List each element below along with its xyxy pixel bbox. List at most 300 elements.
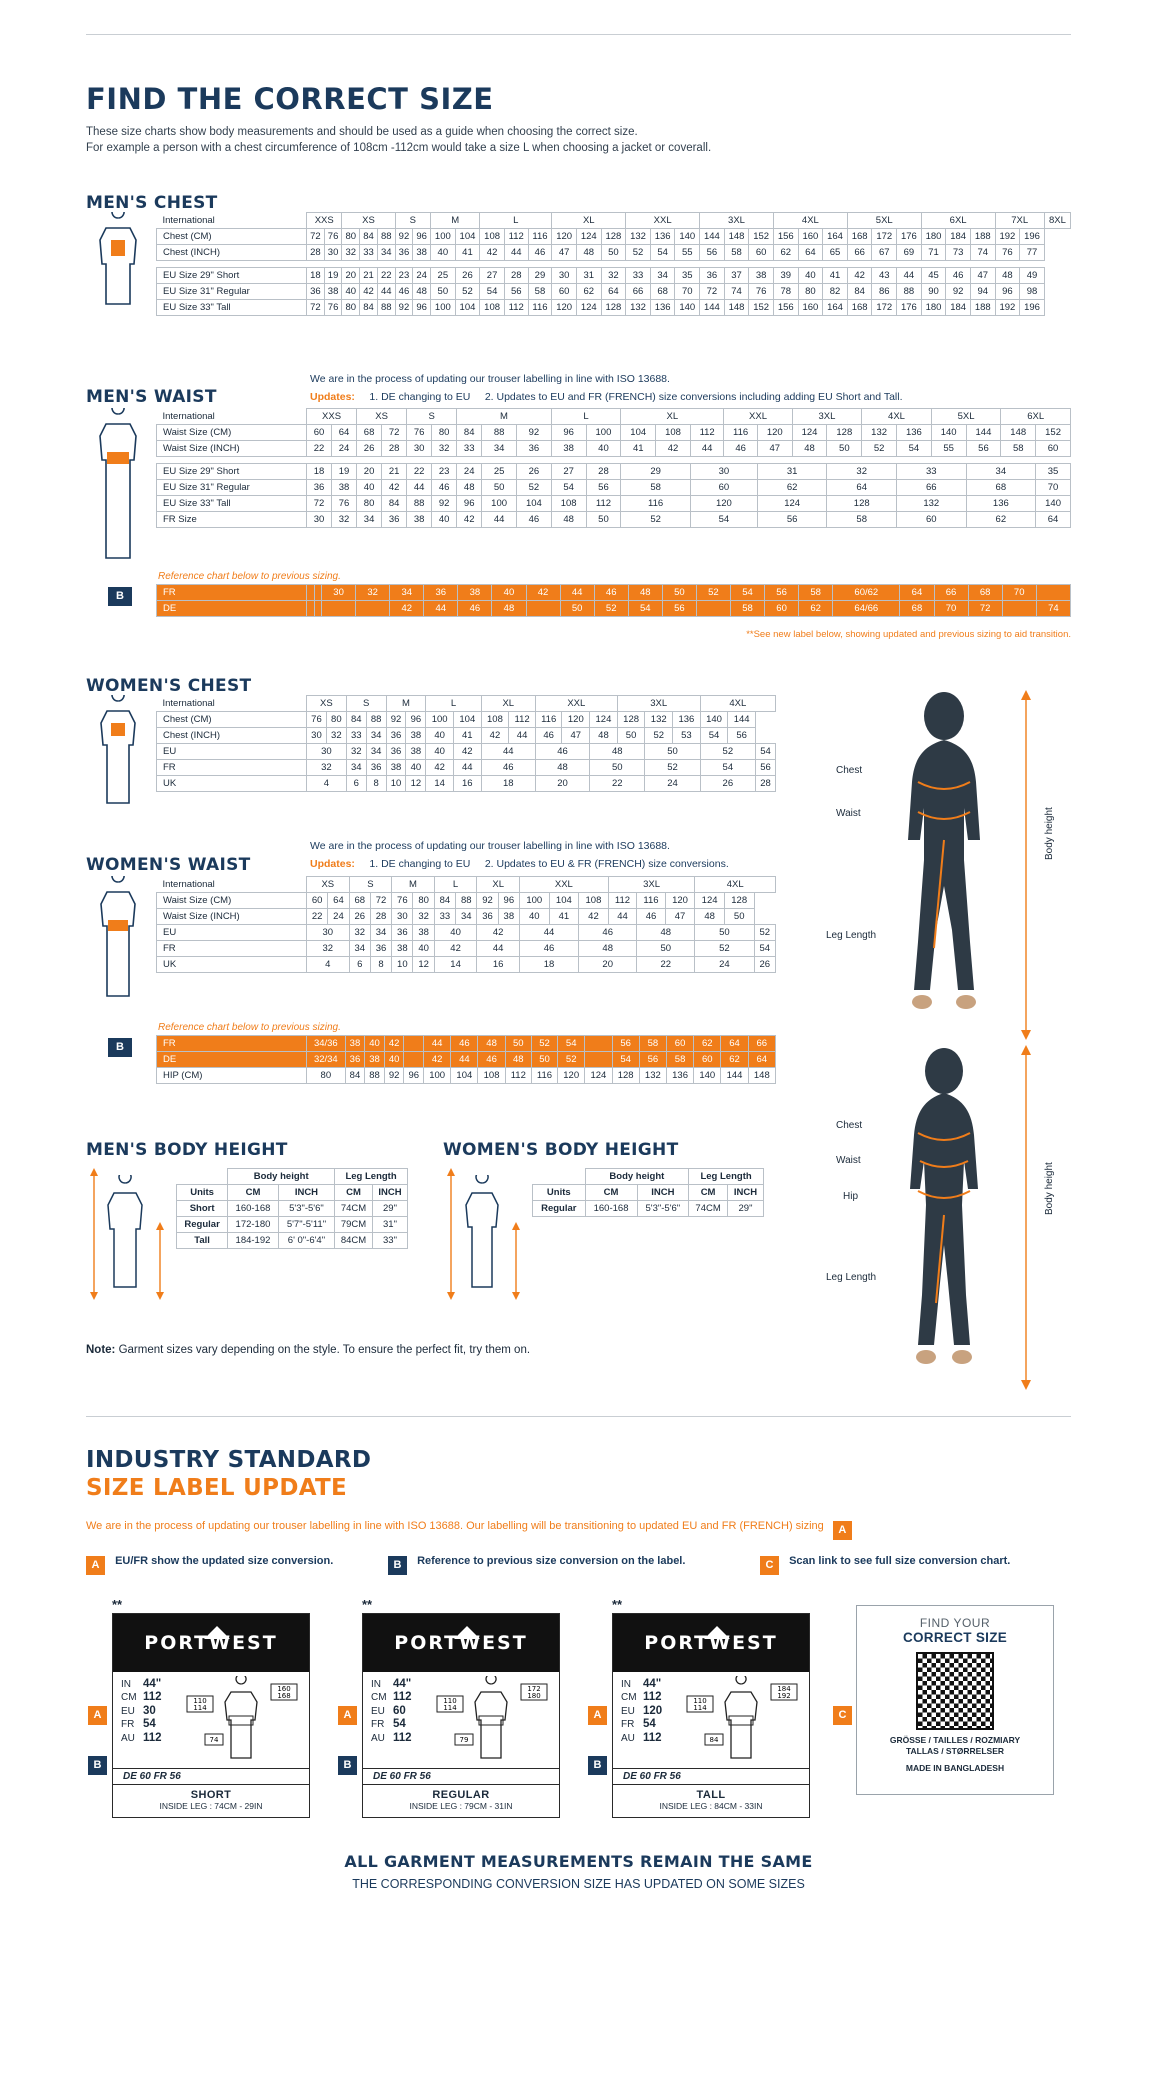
cell: 156 (773, 300, 798, 316)
cell: XL (621, 409, 724, 425)
cell: 36 (345, 1052, 365, 1068)
cell: 48 (995, 268, 1020, 284)
table-row (533, 1185, 764, 1201)
cell: 29" (372, 1201, 407, 1217)
cell: 54 (558, 1036, 585, 1052)
cell: 60 (1036, 441, 1071, 457)
cell: 128 (724, 893, 754, 909)
cell: Waist Size (CM) (157, 893, 307, 909)
cell: 22 (637, 957, 695, 973)
cell: XS (307, 696, 347, 712)
cell: XL (477, 877, 520, 893)
cell: 38 (332, 480, 357, 496)
cell: 19 (332, 464, 357, 480)
female-model-height-arrow-icon (1018, 1045, 1034, 1390)
cell: 40 (342, 284, 360, 300)
cell: 40 (492, 585, 526, 601)
cell: 120 (562, 712, 590, 728)
cell: 148 (748, 1068, 775, 1084)
cell: 48 (637, 925, 695, 941)
cell: 60 (307, 893, 328, 909)
cell: 124 (757, 496, 827, 512)
label-figure (183, 1676, 303, 1764)
notice-item-2: 2. Updates to EU & FR (FRENCH) size conversions. (484, 858, 729, 870)
cell: 16 (477, 957, 520, 973)
cell: 48 (535, 760, 589, 776)
label-key: CM (621, 1692, 637, 1704)
cell: 26 (357, 441, 382, 457)
cell: 48 (579, 941, 637, 957)
cell: 38 (498, 909, 519, 925)
cell (356, 601, 390, 617)
cell: M (431, 213, 480, 229)
cell: 40 (357, 480, 382, 496)
cell: 76 (995, 245, 1020, 261)
svg-text:110: 110 (443, 1697, 457, 1705)
womens-waist-table (156, 876, 776, 973)
table-row (157, 441, 1071, 457)
cell: 46 (395, 284, 413, 300)
cell: M (392, 877, 435, 893)
cell: 132 (645, 712, 673, 728)
cell: 48 (576, 245, 601, 261)
intro-text (86, 124, 711, 156)
cell: 50 (586, 512, 621, 528)
cell: 66 (934, 585, 968, 601)
cell: 62 (721, 1052, 748, 1068)
cell: 44 (451, 1052, 478, 1068)
cell: 48 (457, 480, 482, 496)
cell: 92 (432, 496, 457, 512)
table-row (157, 601, 1071, 617)
cell: 32 (349, 925, 370, 941)
label-size-rows (621, 1678, 662, 1745)
cell: 132 (862, 425, 897, 441)
table-row (533, 1201, 764, 1217)
cell: 36 (366, 760, 386, 776)
mens-waist-title: MEN'S WAIST (86, 387, 217, 407)
cell: 64 (1036, 512, 1071, 528)
table-row (157, 696, 776, 712)
cell: 92 (384, 1068, 404, 1084)
cell: 54 (754, 941, 776, 957)
male-leg-arrow-icon (152, 1222, 168, 1300)
cell: 56 (586, 480, 621, 496)
cell: 120 (690, 496, 757, 512)
label-previous-size: DE 60 FR 56 (363, 1768, 559, 1784)
table-row (157, 284, 1071, 300)
cell: 68 (968, 585, 1002, 601)
cell: 73 (946, 245, 971, 261)
cell: 48 (792, 441, 827, 457)
cell: 66 (626, 284, 651, 300)
cell: 124 (590, 712, 618, 728)
table-row-spacer (157, 261, 1071, 268)
cell: S (395, 213, 430, 229)
cell: EU Size 29" Short (157, 464, 307, 480)
female-chest-label: Chest (836, 1120, 863, 1131)
cell: 116 (531, 1068, 557, 1084)
cell: 112 (586, 496, 621, 512)
cell: 46 (528, 245, 552, 261)
cell: 70 (934, 601, 968, 617)
cell: 132 (897, 496, 967, 512)
cell: 10 (392, 957, 413, 973)
cell: 56 (755, 760, 775, 776)
cell: 160-168 (228, 1201, 279, 1217)
cell: 53 (673, 728, 701, 744)
mens-waist-notice (310, 373, 903, 405)
cell: 36 (307, 284, 325, 300)
cell: 76 (307, 712, 327, 728)
cell: 42 (426, 760, 454, 776)
cell: International (162, 878, 215, 890)
cell: 46 (481, 760, 535, 776)
cell: 84 (360, 300, 378, 316)
cell: 3XL (700, 213, 774, 229)
cell: 160 (798, 300, 823, 316)
cell: 32 (326, 728, 346, 744)
cell: 76 (324, 229, 342, 245)
male-height-arrow-icon (86, 1168, 102, 1300)
cell: 46 (432, 480, 457, 496)
cell: 72 (700, 284, 725, 300)
cell: CM (335, 1185, 373, 1201)
label-key: AU (371, 1732, 385, 1744)
cell: 58 (621, 480, 691, 496)
industry-key-a-text: EU/FR show the updated size conversion. (115, 1555, 334, 1567)
womens-body-height-table (532, 1168, 764, 1217)
table-row (157, 925, 776, 941)
cell: 108 (579, 893, 609, 909)
cell: 7XL (995, 213, 1044, 229)
table-row-spacer (157, 457, 1071, 464)
cell: 120 (558, 1068, 585, 1084)
cell: 96 (413, 300, 431, 316)
cell: 60 (307, 425, 332, 441)
cell: 38 (407, 512, 432, 528)
cell: 33 (897, 464, 967, 480)
label-row (621, 1705, 662, 1718)
cell: 29" (728, 1201, 764, 1217)
cell: EU Size 33" Tall (157, 496, 307, 512)
female-height-figure-icon (452, 1175, 512, 1295)
label-row (371, 1705, 412, 1718)
cell: 35 (675, 268, 700, 284)
cell: 184-192 (228, 1233, 279, 1249)
table-row (177, 1185, 408, 1201)
cell: 28 (586, 464, 621, 480)
cell: 72 (968, 601, 1002, 617)
cell: 18 (307, 268, 325, 284)
cell: 60 (552, 284, 577, 300)
cell: 64 (798, 245, 823, 261)
cell: 66 (748, 1036, 775, 1052)
cell: 10 (386, 776, 406, 792)
cell: 19 (324, 268, 342, 284)
cell: 144 (728, 712, 756, 728)
cell: 41 (453, 728, 481, 744)
male-waist-label: Waist (836, 808, 861, 819)
notice-line-1: We are in the process of updating our trouser labelling in line with ISO 13688. (310, 373, 670, 385)
cell: 104 (451, 1068, 478, 1084)
cell: 90 (921, 284, 946, 300)
label-inside-leg: INSIDE LEG : 79CM - 31IN (409, 1801, 513, 1811)
svg-text:172: 172 (527, 1685, 541, 1693)
cell: 44 (424, 601, 458, 617)
label-key: CM (371, 1692, 387, 1704)
cell: 140 (675, 229, 700, 245)
cell: Leg Length (689, 1169, 764, 1185)
cell: 124 (695, 893, 725, 909)
table-row (157, 585, 1071, 601)
cell: 32 (827, 464, 897, 480)
cell: 54 (730, 585, 764, 601)
top-divider (86, 34, 1071, 35)
cell: XS (342, 213, 395, 229)
cell: 52 (696, 585, 730, 601)
cell: 74 (970, 245, 995, 261)
cell: Leg Length (335, 1169, 408, 1185)
cell: 34 (650, 268, 675, 284)
cell: 50 (695, 925, 754, 941)
cell: 42 (457, 512, 482, 528)
cell: 96 (413, 229, 431, 245)
cell: 96 (995, 284, 1020, 300)
cell: 33 (457, 441, 482, 457)
label-body-figure-icon (183, 1676, 303, 1764)
label-footer (363, 1784, 559, 1817)
cell: 148 (1001, 425, 1036, 441)
cell: 32/34 (307, 1052, 346, 1068)
industry-key-b (388, 1555, 685, 1575)
cell: CM (585, 1185, 637, 1201)
cell: 32 (346, 744, 366, 760)
cell: 168 (847, 229, 872, 245)
cell: 74CM (689, 1201, 728, 1217)
cell: 18 (481, 776, 535, 792)
cell: 31" (372, 1217, 407, 1233)
cell: 152 (749, 229, 774, 245)
cell: 8 (370, 957, 391, 973)
cell: 108 (551, 496, 586, 512)
mens-waist-table (156, 408, 1071, 528)
svg-text:160: 160 (277, 1685, 291, 1693)
cell: 30 (322, 585, 356, 601)
cell: 33" (372, 1233, 407, 1249)
label-previous-size: DE 60 FR 56 (613, 1768, 809, 1784)
cell: 172-180 (228, 1217, 279, 1233)
cell: 38 (749, 268, 774, 284)
cell: 62 (773, 245, 798, 261)
cell: 58 (724, 245, 749, 261)
cell: 128 (601, 229, 626, 245)
cell: 28 (504, 268, 528, 284)
cell: 80 (357, 496, 382, 512)
cell: 8 (366, 776, 386, 792)
cell: 32 (307, 760, 347, 776)
female-hip-label: Hip (843, 1191, 859, 1202)
cell: 44 (407, 480, 432, 496)
cell: Chest (INCH) (157, 728, 307, 744)
badge-c-key: C (760, 1556, 779, 1575)
cell: 30 (307, 728, 327, 744)
cell: 65 (823, 245, 848, 261)
cell: 21 (360, 268, 378, 284)
cell: XXL (724, 409, 792, 425)
cell: 96 (551, 425, 586, 441)
cell: 140 (675, 300, 700, 316)
cell: 35 (1036, 464, 1071, 480)
table-row (157, 480, 1071, 496)
table-row (177, 1201, 408, 1217)
cell: 28 (755, 776, 775, 792)
cell: 22 (307, 441, 332, 457)
table-row (157, 776, 776, 792)
table-row (157, 464, 1071, 480)
label-footer (613, 1784, 809, 1817)
cell: 5XL (931, 409, 1001, 425)
table-row (157, 909, 776, 925)
cell: 98 (1020, 284, 1045, 300)
svg-text:180: 180 (527, 1692, 541, 1700)
cell: 42 (384, 1036, 404, 1052)
cell: 44 (453, 760, 481, 776)
cell: 42 (480, 245, 505, 261)
cell: 8XL (1044, 213, 1070, 229)
cell: 60 (749, 245, 774, 261)
male-body-height-label: Body height (1044, 807, 1055, 860)
cell: 36 (517, 441, 552, 457)
cell: 84 (382, 496, 407, 512)
cell: 42 (390, 601, 424, 617)
cell: Chest (CM) (157, 229, 307, 245)
cell: 136 (650, 229, 675, 245)
cell: 34 (482, 441, 517, 457)
cell: 34 (366, 728, 386, 744)
cell: 79CM (335, 1217, 373, 1233)
cell: 120 (552, 229, 577, 245)
cell: 72 (307, 229, 325, 245)
label-1-star: ** (112, 1597, 123, 1612)
cell: 144 (700, 300, 725, 316)
cell: 68 (650, 284, 675, 300)
cell: 16 (453, 776, 481, 792)
cell: 4XL (695, 877, 776, 893)
cell: 144 (721, 1068, 748, 1084)
cell: 64/66 (833, 601, 900, 617)
cell: 180 (921, 300, 946, 316)
cell: 47 (970, 268, 995, 284)
label-row (371, 1718, 412, 1731)
cell: 80 (413, 893, 434, 909)
table-row (157, 245, 1071, 261)
cell: 100 (424, 1068, 451, 1084)
womens-body-height-title: WOMEN'S BODY HEIGHT (443, 1140, 679, 1160)
cell: 96 (498, 893, 519, 909)
cell: 44 (897, 268, 922, 284)
male-waist-figure-icon (86, 408, 150, 570)
cell: 60 (666, 1036, 693, 1052)
cell: Waist Size (CM) (157, 425, 307, 441)
badge-a-key: A (86, 1556, 105, 1575)
table-row (157, 268, 1071, 284)
cell: 66 (897, 480, 967, 496)
qr-card[interactable] (856, 1605, 1054, 1795)
cell: 62 (757, 480, 827, 496)
cell: 64 (827, 480, 897, 496)
cell: 40 (406, 760, 426, 776)
mens-waist-ref-note: Reference chart below to previous sizing. (158, 571, 341, 582)
cell: 58 (666, 1052, 693, 1068)
cell: 108 (478, 1068, 505, 1084)
badge-a-lead: A (833, 1521, 852, 1540)
cell: 20 (579, 957, 637, 973)
cell: 33 (346, 728, 366, 744)
cell: 64 (332, 425, 357, 441)
cell: XS (307, 877, 350, 893)
label-value: 112 (393, 1731, 412, 1744)
cell: 172 (872, 300, 897, 316)
label-size-rows (371, 1678, 412, 1745)
svg-text:114: 114 (193, 1704, 207, 1712)
qr-code-icon[interactable] (916, 1652, 994, 1730)
cell: 32 (332, 512, 357, 528)
cell: 64 (900, 585, 934, 601)
cell: 148 (724, 229, 749, 245)
cell: 77 (1020, 245, 1045, 261)
cell: 144 (700, 229, 725, 245)
cell: 46 (579, 925, 637, 941)
cell: 94 (970, 284, 995, 300)
label-inside-leg: INSIDE LEG : 74CM - 29IN (159, 1801, 263, 1811)
cell: International (162, 697, 215, 709)
cell: 6XL (921, 213, 995, 229)
cell: 44 (560, 585, 594, 601)
label-2-star: ** (362, 1597, 373, 1612)
cell: 46 (517, 512, 552, 528)
cell: XL (481, 696, 535, 712)
cell: 184 (946, 229, 971, 245)
cell: 28 (382, 441, 407, 457)
industry-lead (86, 1520, 852, 1540)
cell: 32 (413, 909, 434, 925)
label-brand-bar (613, 1614, 809, 1672)
cell: 24 (695, 957, 754, 973)
cell: 3XL (617, 696, 700, 712)
cell: 5'3"-5'6" (278, 1201, 334, 1217)
cell: 32 (432, 441, 457, 457)
cell: 24 (645, 776, 700, 792)
label-value: 112 (643, 1731, 662, 1744)
cell: 40 (586, 441, 621, 457)
cell: 4 (307, 957, 350, 973)
cell: 42 (382, 480, 407, 496)
cell: 84 (434, 893, 455, 909)
cell: Body height (228, 1169, 335, 1185)
cell: 38 (386, 760, 406, 776)
cell: 84 (457, 425, 482, 441)
cell: 120 (665, 893, 695, 909)
male-model-height-arrow-icon (1018, 690, 1034, 1040)
cell: 96 (457, 496, 482, 512)
cell: 55 (931, 441, 966, 457)
cell: FR (157, 585, 307, 601)
cell: 58 (528, 284, 552, 300)
label-size-rows (121, 1678, 162, 1745)
cell: 50 (827, 441, 862, 457)
cell: 116 (528, 229, 552, 245)
